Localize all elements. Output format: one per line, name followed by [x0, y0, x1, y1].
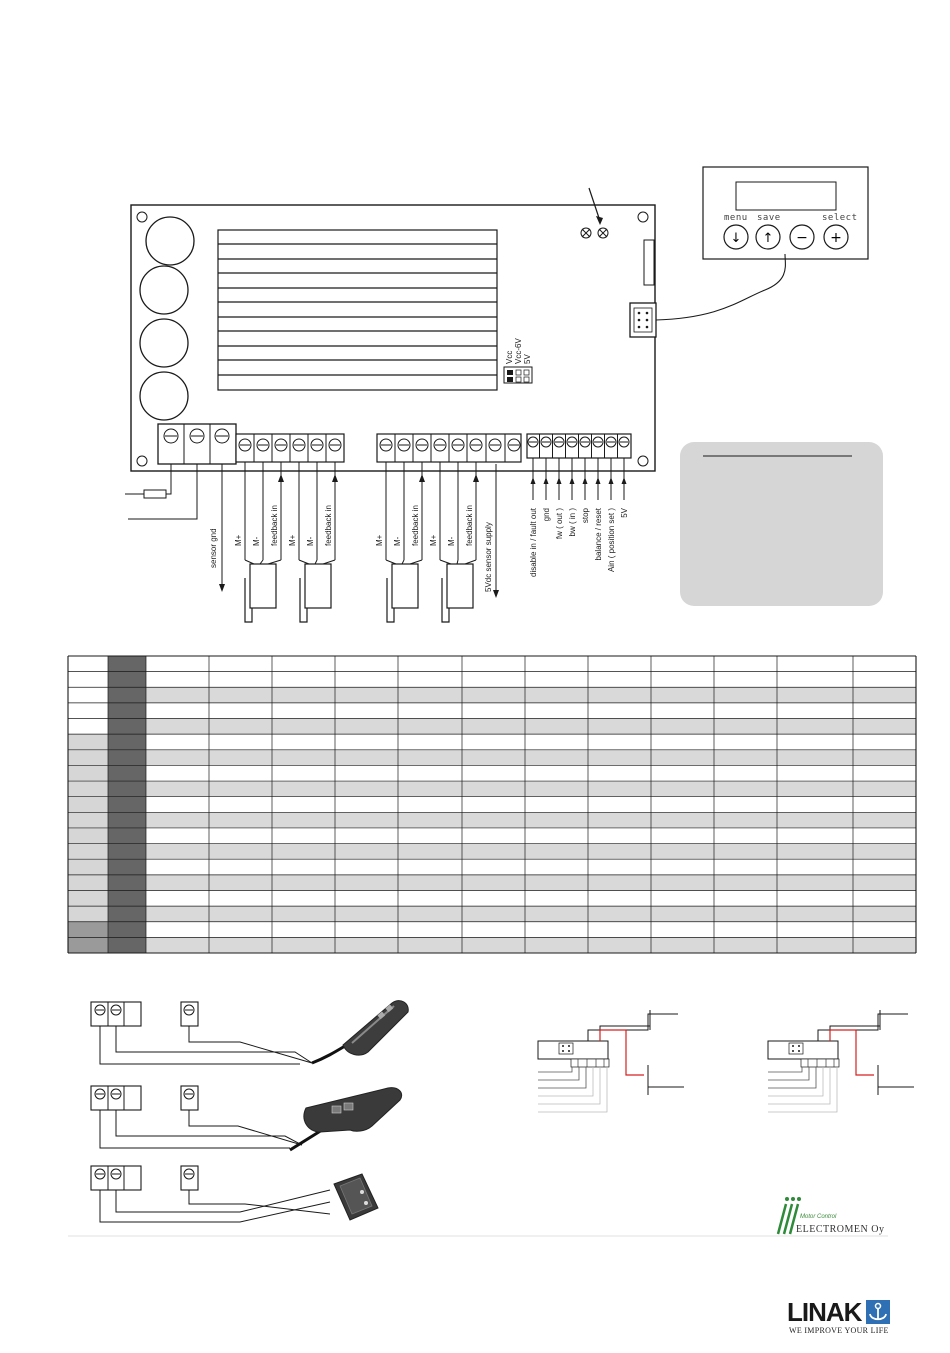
- hand-control-pendant: [312, 1001, 408, 1063]
- io-wires: [529, 458, 629, 577]
- linak-tagline: WE IMPROVE YOUR LIFE: [789, 1326, 889, 1335]
- jumper-label-5v: 5V: [523, 354, 532, 364]
- electromen-tagline: Motor Control: [800, 1214, 837, 1220]
- keypad-panel: [656, 167, 868, 320]
- table-group-cell: [68, 828, 108, 875]
- io-wire-label: balance / reset: [594, 508, 603, 561]
- keypad-save-label: save: [757, 213, 781, 223]
- board-connector: [644, 240, 654, 285]
- motor-terminal-block-1: [236, 434, 344, 462]
- sensor-wiring-2: [768, 1010, 914, 1112]
- switch-terminal-1: [91, 1002, 198, 1026]
- linak-logo-text: LINAK: [787, 1297, 862, 1327]
- power-terminal-block: [158, 424, 236, 464]
- arrow-up-icon: ↑: [762, 231, 774, 246]
- wire-label-sensor-supply: 5Vdc sensor supply: [484, 522, 493, 592]
- wire-label: M+: [288, 534, 297, 546]
- io-wire-label: stop: [581, 508, 590, 524]
- switch-terminal-3: [91, 1166, 198, 1190]
- wire-label: M-: [447, 536, 456, 546]
- arrow-down-icon: ↓: [730, 231, 742, 246]
- io-terminal-block: [527, 434, 631, 458]
- parameter-table: [68, 656, 916, 953]
- wire-label: feedback in: [411, 505, 420, 546]
- keypad-header: [630, 303, 656, 337]
- keypad-display: [736, 182, 836, 210]
- table-group-cell: [68, 781, 108, 828]
- io-wire-label: gnd: [542, 508, 551, 522]
- table-group-cell: [68, 875, 108, 922]
- info-panel: [680, 442, 883, 606]
- heatsink: [218, 230, 497, 390]
- wire-label: M+: [234, 534, 243, 546]
- io-wire-label: bw ( in ): [568, 508, 577, 537]
- io-wire-label: Ain ( position set ): [607, 508, 616, 573]
- motor-wires-c: [375, 462, 425, 622]
- wire-label: feedback in: [324, 505, 333, 546]
- control-board: [131, 188, 656, 471]
- motor-wires-d: [429, 462, 479, 622]
- up-button[interactable]: [756, 225, 780, 249]
- electromen-name: ELECTROMEN Oy: [796, 1224, 885, 1235]
- down-button[interactable]: [724, 225, 748, 249]
- table-index-column: [108, 656, 146, 953]
- minus-button[interactable]: [790, 225, 814, 249]
- wire-label: feedback in: [270, 505, 279, 546]
- motor-terminal-block-2: [377, 434, 521, 462]
- wire-label: M+: [429, 534, 438, 546]
- rocker-switch: [334, 1174, 378, 1220]
- minus-icon: −: [796, 230, 808, 246]
- sensor-wiring-1: [538, 1010, 684, 1112]
- wire-label-sensor-gnd: sensor gnd: [209, 528, 218, 568]
- plus-icon: +: [830, 230, 842, 246]
- hand-control-wiring: [91, 1001, 408, 1222]
- io-wire-label: fw ( out ): [555, 508, 564, 540]
- wire-label: M-: [393, 536, 402, 546]
- hand-control-desk: [290, 1088, 402, 1150]
- wire-label: M-: [252, 536, 261, 546]
- motor-wires-a: [234, 462, 284, 622]
- switch-terminal-2: [91, 1086, 198, 1110]
- wire-label: feedback in: [465, 505, 474, 546]
- io-wire-label: disable in / fault out: [529, 508, 538, 577]
- jumper-label-vcc-6v: Vcc-6V: [514, 338, 523, 364]
- wire-label: M-: [306, 536, 315, 546]
- plus-button[interactable]: [824, 225, 848, 249]
- jumper-label-vcc: Vcc: [505, 350, 514, 364]
- io-wire-label: 5V: [620, 508, 629, 518]
- keypad-cable: [656, 254, 785, 320]
- keypad-menu-label: menu: [724, 213, 748, 223]
- wire-label: M+: [375, 534, 384, 546]
- linak-anchor-icon: [866, 1300, 890, 1324]
- keypad-select-label: select: [822, 213, 858, 223]
- board-wiring: [125, 458, 629, 622]
- table-group-cell: [68, 734, 108, 781]
- motor-wires-b: [288, 462, 338, 622]
